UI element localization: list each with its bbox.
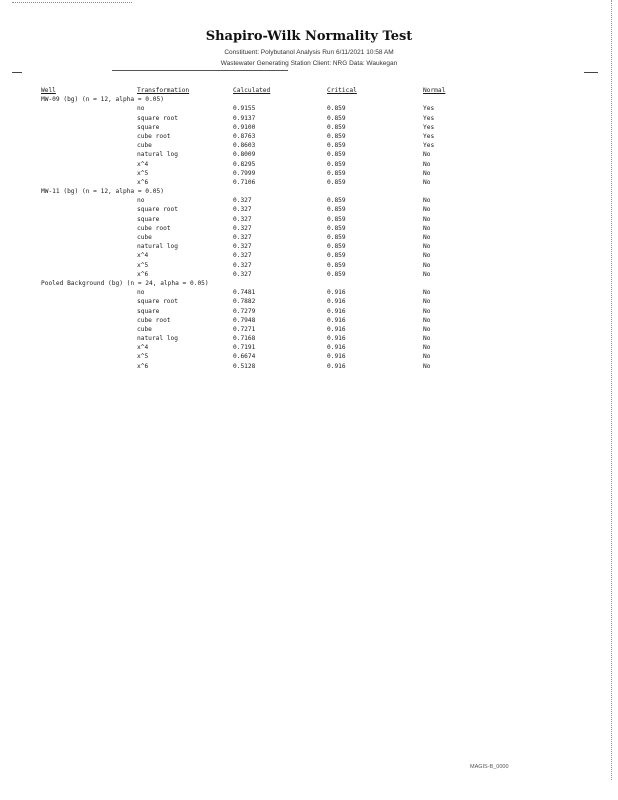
normal-cell: No bbox=[423, 252, 431, 260]
table-row bbox=[0, 104, 618, 113]
critical-cell: 0.859 bbox=[327, 169, 346, 177]
table-row bbox=[0, 288, 618, 297]
critical-cell: 0.916 bbox=[327, 307, 346, 315]
transformation-cell: square bbox=[137, 123, 160, 131]
report-subtitle-2: Wastewater Generating Station Client: NRG Data: Waukegan bbox=[220, 60, 398, 67]
critical-cell: 0.859 bbox=[327, 142, 346, 150]
group-label: Pooled Background (bg) (n = 24, alpha = 0.05) bbox=[41, 279, 209, 287]
critical-cell: 0.859 bbox=[327, 243, 346, 251]
table-row bbox=[0, 352, 618, 361]
critical-cell: 0.859 bbox=[327, 234, 346, 241]
transformation-cell: x^6 bbox=[137, 270, 149, 278]
critical-cell: 0.916 bbox=[327, 289, 346, 297]
transformation-cell: square root bbox=[137, 206, 178, 214]
header-calculated: Calculated bbox=[233, 87, 271, 94]
critical-cell: 0.859 bbox=[327, 261, 346, 269]
critical-cell: 0.859 bbox=[327, 105, 346, 113]
critical-cell: 0.916 bbox=[327, 325, 346, 333]
calculated-cell: 0.8763 bbox=[233, 132, 256, 140]
header-well: Well bbox=[41, 87, 56, 94]
transformation-cell: x^5 bbox=[137, 353, 149, 361]
calculated-cell: 0.5128 bbox=[233, 362, 256, 370]
normal-cell: Yes bbox=[423, 132, 435, 140]
transformation-cell: cube bbox=[137, 142, 152, 150]
group-label-row bbox=[0, 187, 618, 196]
transformation-cell: x^6 bbox=[137, 362, 149, 370]
normal-cell: No bbox=[423, 243, 431, 251]
calculated-cell: 0.327 bbox=[233, 234, 252, 241]
calculated-cell: 0.327 bbox=[233, 224, 252, 232]
normal-cell: No bbox=[423, 197, 431, 205]
transformation-cell: x^5 bbox=[137, 169, 149, 177]
calculated-cell: 0.6674 bbox=[233, 353, 256, 361]
table-row bbox=[0, 215, 618, 224]
group-label-row bbox=[0, 279, 618, 288]
table-row bbox=[0, 205, 618, 214]
header-transformation: Transformation bbox=[137, 87, 190, 94]
calculated-cell: 0.7271 bbox=[233, 325, 256, 333]
table-body bbox=[0, 95, 618, 371]
table-row bbox=[0, 362, 618, 371]
transformation-cell: no bbox=[137, 105, 145, 113]
left-tick bbox=[12, 72, 22, 73]
calculated-cell: 0.9100 bbox=[233, 123, 256, 131]
normal-cell: No bbox=[423, 206, 431, 214]
calculated-cell: 0.7191 bbox=[233, 344, 256, 352]
critical-cell: 0.859 bbox=[327, 178, 346, 186]
table-row bbox=[0, 261, 618, 270]
table-row bbox=[0, 150, 618, 159]
calculated-cell: 0.8295 bbox=[233, 160, 256, 168]
critical-cell: 0.859 bbox=[327, 206, 346, 214]
transformation-cell: cube root bbox=[137, 132, 171, 140]
normal-cell: Yes bbox=[423, 114, 435, 122]
calculated-cell: 0.327 bbox=[233, 252, 252, 260]
normal-cell: No bbox=[423, 261, 431, 269]
report-title: Shapiro-Wilk Normality Test bbox=[205, 29, 413, 44]
normal-cell: No bbox=[423, 298, 431, 306]
calculated-cell: 0.7279 bbox=[233, 307, 256, 315]
table-row bbox=[0, 233, 618, 242]
transformation-cell: natural log bbox=[137, 243, 178, 251]
calculated-cell: 0.7168 bbox=[233, 335, 256, 343]
table-row bbox=[0, 114, 618, 123]
table-header bbox=[0, 86, 618, 95]
calculated-cell: 0.7999 bbox=[233, 169, 256, 177]
critical-cell: 0.859 bbox=[327, 252, 346, 260]
transformation-cell: square bbox=[137, 215, 160, 223]
transformation-cell: cube bbox=[137, 234, 152, 241]
calculated-cell: 0.327 bbox=[233, 206, 252, 214]
critical-cell: 0.916 bbox=[327, 362, 346, 370]
transformation-cell: x^4 bbox=[137, 160, 149, 168]
transformation-cell: square root bbox=[137, 114, 178, 122]
normal-cell: No bbox=[423, 151, 431, 159]
normal-cell: No bbox=[423, 362, 431, 370]
results-table bbox=[0, 86, 618, 371]
header-critical: Critical bbox=[327, 87, 357, 94]
group-label-row bbox=[0, 95, 618, 104]
critical-cell: 0.859 bbox=[327, 132, 346, 140]
calculated-cell: 0.8603 bbox=[233, 142, 256, 150]
table-row bbox=[0, 307, 618, 316]
table-row bbox=[0, 132, 618, 141]
critical-cell: 0.859 bbox=[327, 114, 346, 122]
critical-cell: 0.859 bbox=[327, 151, 346, 159]
normal-cell: No bbox=[423, 325, 431, 333]
normal-cell: No bbox=[423, 234, 431, 241]
table-row bbox=[0, 123, 618, 132]
critical-cell: 0.916 bbox=[327, 353, 346, 361]
table-row bbox=[0, 316, 618, 325]
critical-cell: 0.859 bbox=[327, 197, 346, 205]
calculated-cell: 0.327 bbox=[233, 215, 252, 223]
normal-cell: No bbox=[423, 160, 431, 168]
critical-cell: 0.859 bbox=[327, 224, 346, 232]
document-code: MAGIS-B_0000 bbox=[470, 764, 509, 770]
table-row bbox=[0, 297, 618, 306]
group-label: MW-11 (bg) (n = 12, alpha = 0.05) bbox=[41, 188, 164, 196]
table-row bbox=[0, 242, 618, 251]
transformation-cell: natural log bbox=[137, 151, 178, 159]
calculated-cell: 0.7948 bbox=[233, 316, 256, 324]
right-tick bbox=[584, 72, 598, 73]
normal-cell: No bbox=[423, 335, 431, 343]
calculated-cell: 0.9155 bbox=[233, 105, 256, 113]
transformation-cell: cube root bbox=[137, 224, 171, 232]
transformation-cell: natural log bbox=[137, 335, 178, 343]
normal-cell: Yes bbox=[423, 123, 435, 131]
header-normal: Normal bbox=[423, 87, 446, 94]
normal-cell: No bbox=[423, 224, 431, 232]
transformation-cell: x^4 bbox=[137, 344, 149, 352]
critical-cell: 0.859 bbox=[327, 215, 346, 223]
calculated-cell: 0.9137 bbox=[233, 114, 256, 122]
normal-cell: No bbox=[423, 316, 431, 324]
transformation-cell: square bbox=[137, 307, 160, 315]
transformation-cell: cube root bbox=[137, 316, 171, 324]
table-row bbox=[0, 334, 618, 343]
group-label: MW-09 (bg) (n = 12, alpha = 0.05) bbox=[41, 96, 164, 104]
table-row bbox=[0, 160, 618, 169]
critical-cell: 0.859 bbox=[327, 270, 346, 278]
table-row bbox=[0, 270, 618, 279]
calculated-cell: 0.327 bbox=[233, 197, 252, 205]
normal-cell: No bbox=[423, 353, 431, 361]
critical-cell: 0.916 bbox=[327, 298, 346, 306]
critical-cell: 0.916 bbox=[327, 316, 346, 324]
normal-cell: Yes bbox=[423, 105, 435, 113]
table-row bbox=[0, 178, 618, 187]
normal-cell: No bbox=[423, 289, 431, 297]
transformation-cell: no bbox=[137, 197, 145, 205]
critical-cell: 0.859 bbox=[327, 160, 346, 168]
normal-cell: No bbox=[423, 344, 431, 352]
normal-cell: No bbox=[423, 178, 431, 186]
calculated-cell: 0.7106 bbox=[233, 178, 256, 186]
calculated-cell: 0.327 bbox=[233, 261, 252, 269]
table-row bbox=[0, 343, 618, 352]
calculated-cell: 0.327 bbox=[233, 270, 252, 278]
transformation-cell: x^5 bbox=[137, 261, 149, 269]
table-row bbox=[0, 251, 618, 260]
critical-cell: 0.916 bbox=[327, 335, 346, 343]
calculated-cell: 0.7481 bbox=[233, 289, 256, 297]
transformation-cell: square root bbox=[137, 298, 178, 306]
normal-cell: Yes bbox=[423, 142, 435, 150]
critical-cell: 0.859 bbox=[327, 123, 346, 131]
report-subtitle-1: Constituent: Polybutanol Analysis Run 6/11/2021 10:58 AM bbox=[224, 49, 394, 56]
transformation-cell: cube bbox=[137, 325, 152, 333]
normal-cell: No bbox=[423, 215, 431, 223]
table-row bbox=[0, 169, 618, 178]
normal-cell: No bbox=[423, 169, 431, 177]
transformation-cell: no bbox=[137, 289, 145, 297]
header-rule bbox=[112, 70, 288, 71]
table-row bbox=[0, 196, 618, 205]
transformation-cell: x^4 bbox=[137, 252, 149, 260]
table-row bbox=[0, 141, 618, 150]
normal-cell: No bbox=[423, 307, 431, 315]
calculated-cell: 0.7882 bbox=[233, 298, 256, 306]
table-row bbox=[0, 325, 618, 334]
critical-cell: 0.916 bbox=[327, 344, 346, 352]
calculated-cell: 0.327 bbox=[233, 243, 252, 251]
table-row bbox=[0, 224, 618, 233]
calculated-cell: 0.8009 bbox=[233, 151, 256, 159]
transformation-cell: x^6 bbox=[137, 178, 149, 186]
normal-cell: No bbox=[423, 270, 431, 278]
scan-artifact-top bbox=[12, 2, 132, 4]
